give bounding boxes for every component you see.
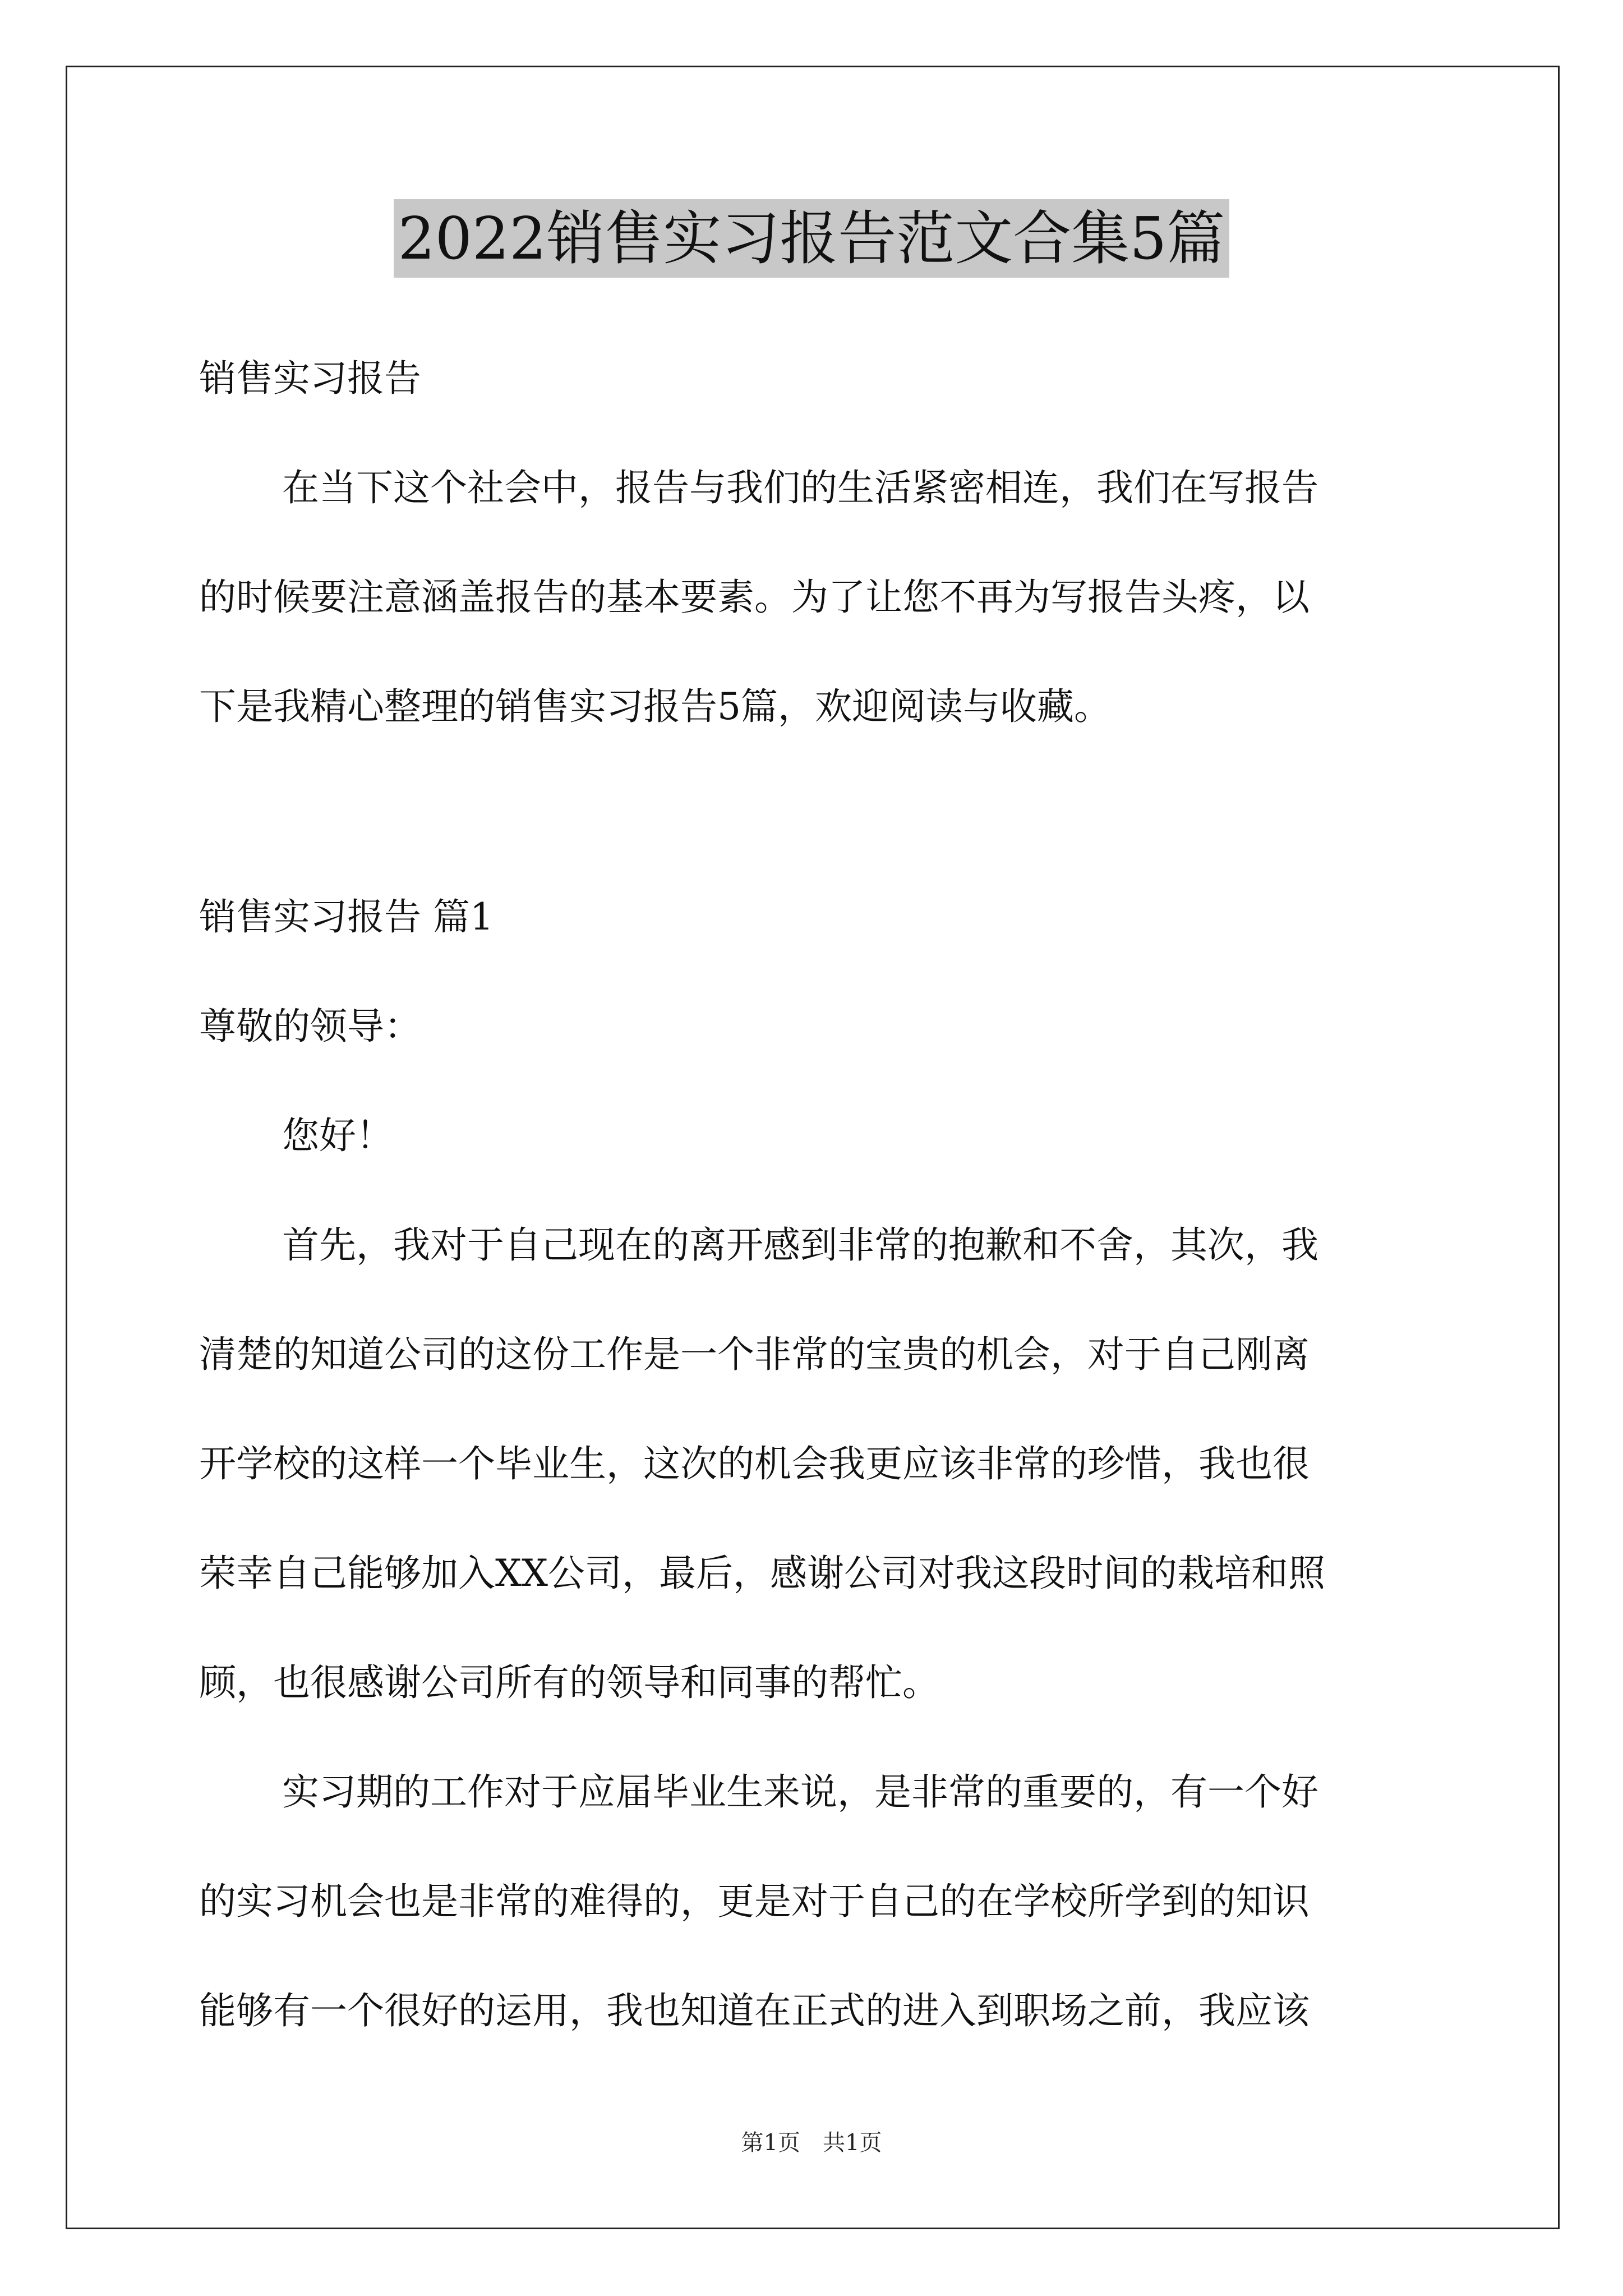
page-footer: 第1页 共1页 (741, 2130, 882, 2156)
body-line-3: 开学校的这样一个毕业生，这次的机会我更应该非常的珍惜，我也很 (199, 1442, 1310, 1485)
body-line-2: 清楚的知道公司的这份工作是一个非常的宝贵的机会，对于自己刚离 (199, 1333, 1310, 1376)
section-heading: 销售实习报告 (199, 357, 421, 400)
body-line-5: 顾，也很感谢公司所有的领导和同事的帮忙。 (199, 1661, 939, 1704)
salutation: 尊敬的领导： (199, 1005, 421, 1048)
intro-line-2: 的时候要注意涵盖报告的基本要素。为了让您不再为写报告头疼，以 (199, 576, 1310, 619)
body-line-6: 实习期的工作对于应届毕业生来说，是非常的重要的，有一个好 (282, 1770, 1318, 1814)
body-line-4: 荣幸自己能够加入XX公司，最后，感谢公司对我这段时间的栽培和照 (199, 1552, 1325, 1595)
body-line-1: 首先，我对于自己现在的离开感到非常的抱歉和不舍，其次，我 (282, 1223, 1318, 1267)
chapter-heading: 销售实习报告 篇1 (199, 895, 494, 938)
title-container (0, 199, 1623, 278)
greeting: 您好！ (282, 1114, 393, 1157)
body-line-7: 的实习机会也是非常的难得的，更是对于自己的在学校所学到的知识 (199, 1880, 1310, 1923)
body-line-8: 能够有一个很好的运用，我也知道在正式的进入到职场之前，我应该 (199, 1989, 1310, 2032)
intro-line-1: 在当下这个社会中，报告与我们的生活紧密相连，我们在写报告 (282, 466, 1318, 509)
document-title: 2022销售实习报告范文合集5篇 (394, 199, 1230, 278)
intro-line-3: 下是我精心整理的销售实习报告5篇，欢迎阅读与收藏。 (199, 685, 1111, 728)
